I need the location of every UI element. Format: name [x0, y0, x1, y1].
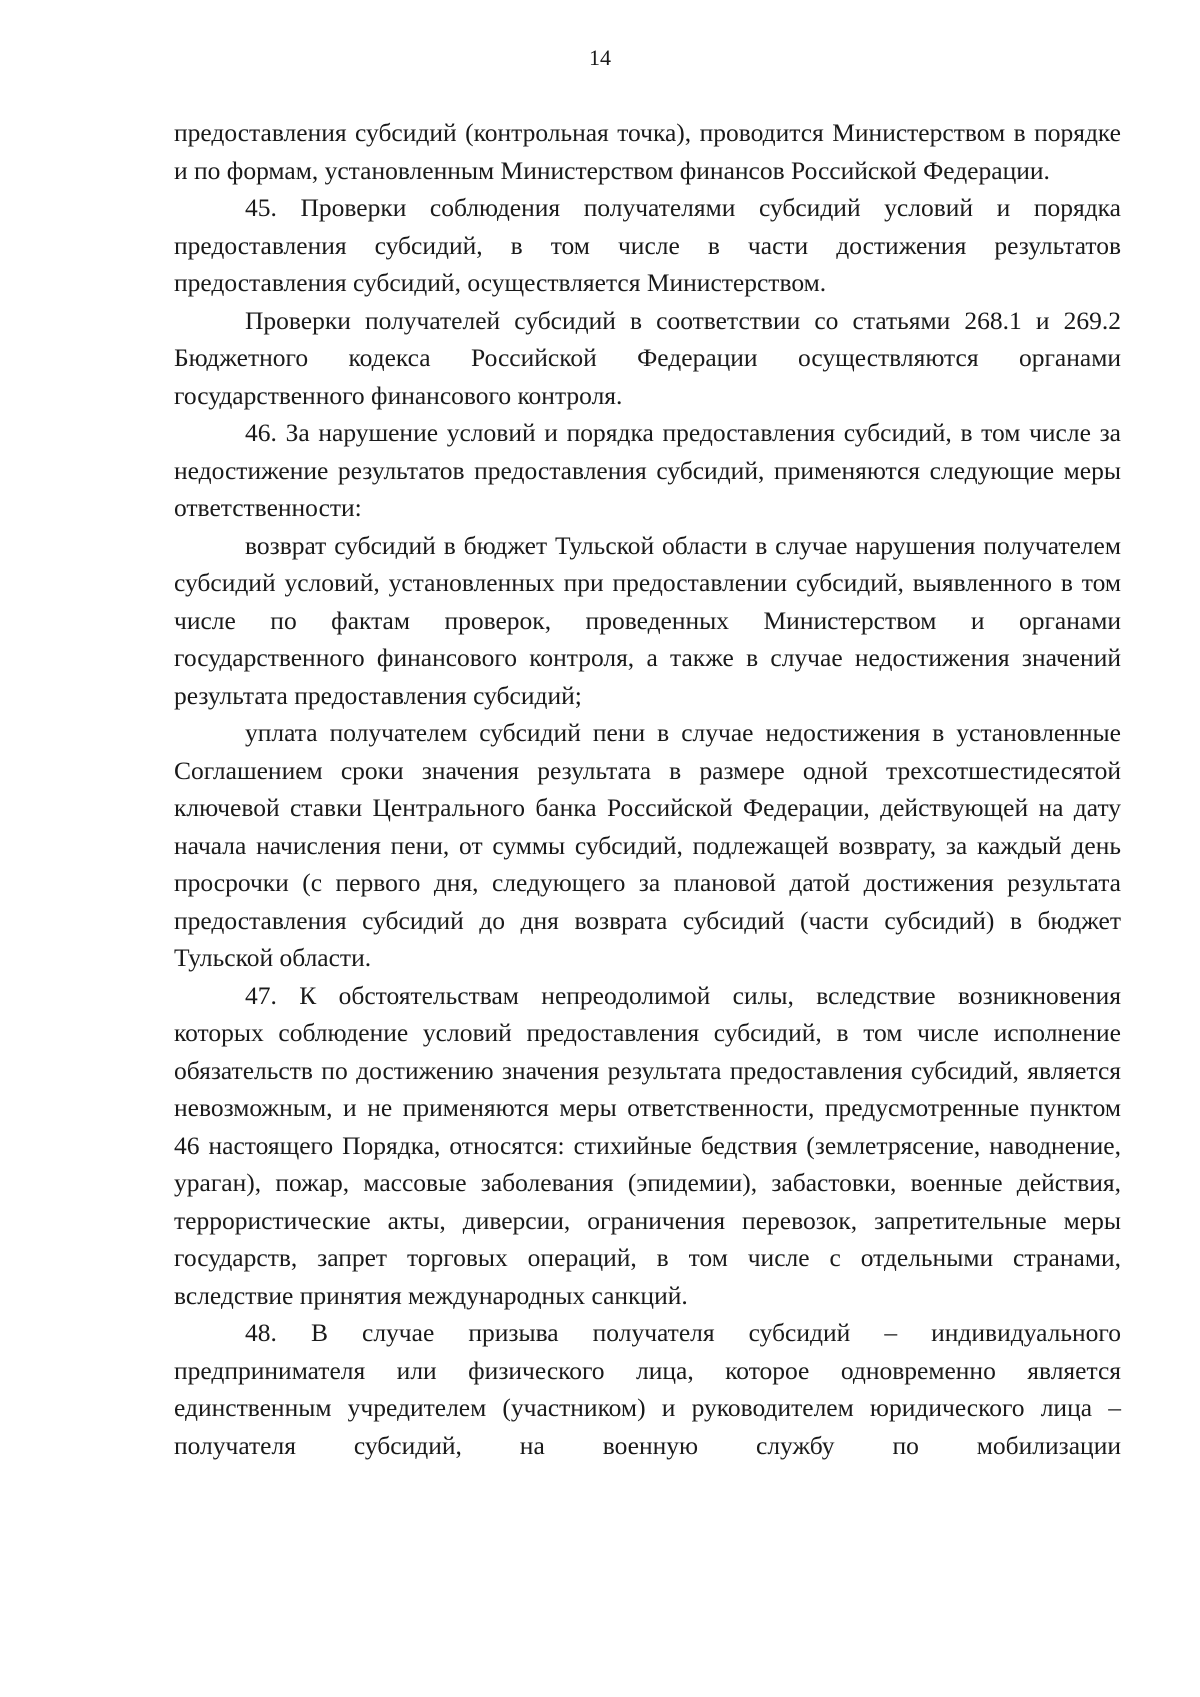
paragraph-46-refund: возврат субсидий в бюджет Тульской области в случае нарушения получателем субсидий условий, установленных при предоставлении субсидий, выявленного в том числе по фактам проверок, проведенных Министерством и органами государственного финансового контроля, а также в случае недостижения значений результата предоставления субсидий;	[174, 530, 1121, 710]
paragraph-continuation: предоставления субсидий (контрольная точка), проводится Министерством в порядке и по формам, установленным Министерством финансов Российской Федерации.	[174, 118, 1121, 185]
paragraph-48: 48. В случае призыва получателя субсидий – индивидуального предпринимателя или физического лица, которое одновременно является единственным учредителем (участником) и руководителем юридического лица – получателя субсидий, на военную службу по мобилизации	[174, 1318, 1121, 1460]
paragraph-46: 46. За нарушение условий и порядка предоставления субсидий, в том числе за недостижение результатов предоставления субсидий, применяются следующие меры ответственности:	[174, 418, 1121, 522]
paragraph-46-penalty: уплата получателем субсидий пени в случае недостижения в установленные Соглашением сроки значения результата в размере одной трехсотшестидесятой ключевой ставки Центрального банка Российской Федерации, действующей на дату начала начисления пени, от суммы субсидий, подлежащей возврату, за каждый день просрочки (с первого дня, следующего за плановой датой достижения результата предоставления субсидий до дня возврата субсидий (части субсидий) в бюджет Тульской области.	[174, 718, 1121, 972]
document-body	[174, 114, 1121, 1464]
paragraph-45-audits: Проверки получателей субсидий в соответствии со статьями 268.1 и 269.2 Бюджетного кодекса Российской Федерации осуществляются органами государственного финансового контроля.	[174, 305, 1121, 410]
paragraph-45: 45. Проверки соблюдения получателями субсидий условий и порядка предоставления субсидий, в том числе в части достижения результатов предоставления субсидий, осуществляется Министерством.	[174, 193, 1121, 297]
paragraph-47: 47. К обстоятельствам непреодолимой силы, вследствие возникновения которых соблюдение условий предоставления субсидий, в том числе исполнение обязательств по достижению значения результата предоставления субсидий, является невозможным, и не применяются меры ответственности, предусмотренные пунктом 46 настоящего Порядка, относятся: стихийные бедствия (землетрясение, наводнение, ураган), пожар, массовые заболевания (эпидемии), забастовки, военные действия, террористические акты, диверсии, ограничения перевозок, запретительные меры государств, запрет торговых операций, в том числе с отдельными странами, вследствие принятия международных санкций.	[174, 980, 1121, 1310]
page-number: 14	[589, 45, 611, 70]
